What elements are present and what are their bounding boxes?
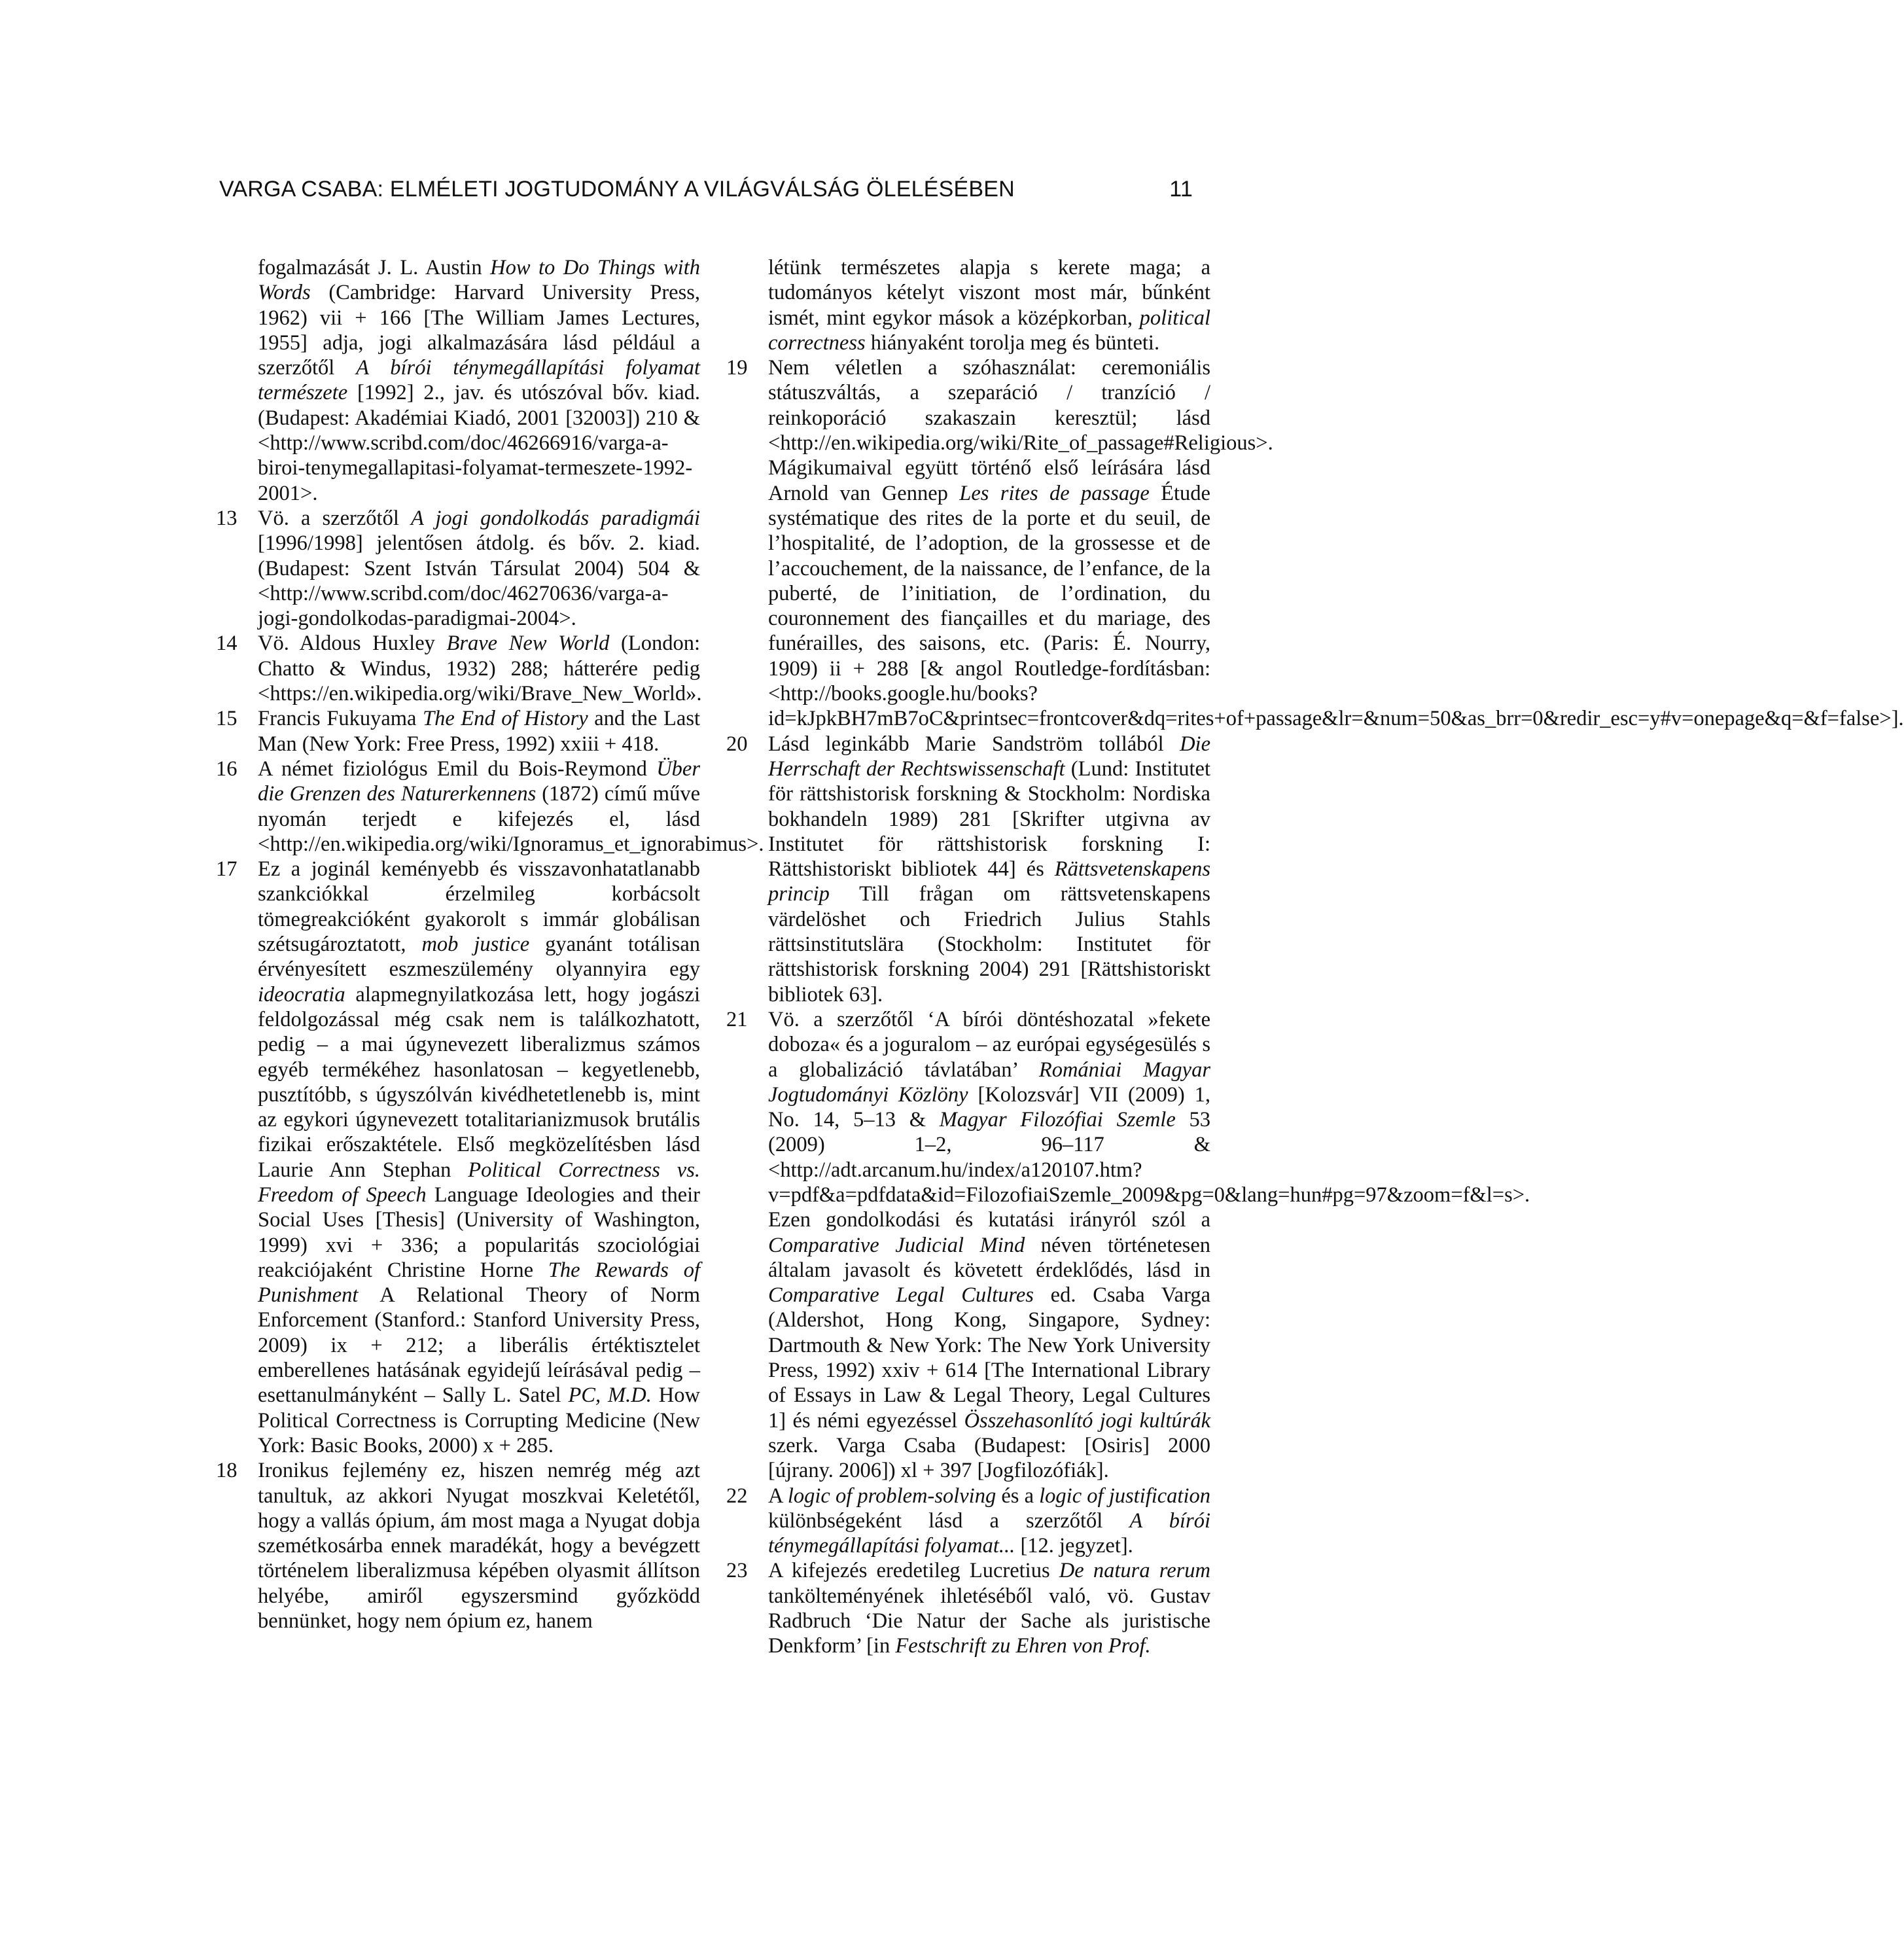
footnote-number: 18 bbox=[216, 1459, 238, 1483]
footnote-list-right bbox=[726, 355, 1904, 1658]
footnote-number: 19 bbox=[726, 356, 748, 380]
footnote-text: Ironikus fejlemény ez, hiszen nemrég még azt tanultuk, az akkori Nyugat moszkvai Keletétől, hogy a vallás ópium, ám most maga a Nyugat dobja szemétkosárba ennek maradékát, hogy a bevégzett történelem liberalizmusa képében olyasmit állítson helyébe, amiről egyszersmind győzködd bennünket, hogy nem ópium ez, hanem bbox=[258, 1459, 700, 1633]
footnote-13 bbox=[216, 506, 700, 631]
running-title: VARGA CSABA: ELMÉLETI JOGTUDOMÁNY A VILÁGVÁLSÁG ÖLELÉSÉBEN bbox=[219, 177, 1015, 202]
footnote-text: Vö. Aldous Huxley Brave New World (London: Chatto & Windus, 1932) 288; hátterére pedig <https://en.wikipedia.org/wiki/Brave_New_World». bbox=[258, 632, 702, 706]
footnote-text: A logic of problem-solving és a logic of justification különbségeként lásd a szerzőtől A bírói ténymegállapítási folyamat... [12. jegyzet]. bbox=[768, 1484, 1210, 1558]
footnote-text: létünk természetes alapja s kerete maga; a tudományos kételyt viszont most már, bűnként ismét, mint egykor mások a középkorban, political correctness hiányaként torolja meg és bünteti. bbox=[768, 256, 1210, 355]
footnote-21 bbox=[726, 1007, 1530, 1484]
footnote-text: A német fiziológus Emil du Bois-Reymond Über die Grenzen des Naturerkennens (1872) című műve nyomán terjedt e kifejezés el, lásd <http://en.wikipedia.org/wiki/Ignoramus_et_ignorabimus>. bbox=[258, 757, 764, 856]
footnote-number: 13 bbox=[216, 506, 238, 530]
footnote-text: fogalmazását J. L. Austin How to Do Things with Words (Cambridge: Harvard University Press, 1962) vii + 166 [The William James Lectures, 1955] adja, jogi alkalmazására lásd például a szerzőtől A bírói ténymegállapítási folyamat természete [1992] 2., jav. és utószóval bőv. kiad. (Budapest: Akadémiai Kiadó, 2001 [32003]) 210 & <http://www.scribd.com/doc/46266916/varga-a-biroi-tenymegallapitasi-folyamat-termeszete-1992-2001>. bbox=[258, 256, 700, 505]
footnote-text: Vö. a szerzőtől ‘A bírói döntéshozatal »fekete doboza« és a joguralom – az európai egységesülés s a globalizáció távlatában’ Romániai Magyar Jogtudományi Közlöny [Kolozsvár] VII (2009) 1, No. 14, 5–13 & Magyar Filozófiai Szemle 53 (2009) 1–2, 96–117 & <http://adt.arcanum.hu/index/a120107.htm?v=pdf&a=pdfdata&id=FilozofiaiSzemle_2009&pg=0&lang=hun#pg=97&zoom=f&l=s>. Ezen gondolkodási és kutatási irányról szól a Comparative Judicial Mind néven történetesen általam javasolt és követett érdeklődés, lásd in Comparative Legal Cultures ed. Csaba Varga (Aldershot, Hong Kong, Singapore, Sydney: Dartmouth & New York: The New York University Press, 1992) xxiv + 614 [The International Library of Essays in Law & Legal Theory, Legal Cultures 1] és némi egyezéssel Összehasonlító jogi kultúrák szerk. Varga Csaba (Budapest: [Osiris] 2000 [újrany. 2006]) xl + 397 [Jogfilozófiák]. bbox=[768, 1007, 1530, 1483]
footnote-17 bbox=[216, 857, 700, 1458]
footnote-number: 17 bbox=[216, 857, 238, 882]
footnote-20 bbox=[726, 732, 1210, 1007]
footnote-continuation bbox=[216, 255, 700, 506]
footnote-number: 15 bbox=[216, 707, 238, 731]
footnote-number: 22 bbox=[726, 1484, 748, 1508]
footnote-18 bbox=[216, 1458, 700, 1633]
footnote-number: 20 bbox=[726, 732, 748, 756]
running-header bbox=[219, 177, 1193, 202]
footnote-text: A kifejezés eredetileg Lucretius De natura rerum tankölteményének ihletéséből való, vö. Gustav Radbruch ‘Die Natur der Sache als juristische Denkform’ [in Festschrift zu Ehren von Prof. bbox=[768, 1559, 1210, 1658]
footnote-23 bbox=[726, 1558, 1210, 1658]
footnote-19 bbox=[726, 355, 1904, 731]
footnote-number: 14 bbox=[216, 632, 238, 656]
footnotes-right-column bbox=[726, 255, 1904, 1659]
footnote-22 bbox=[726, 1484, 1210, 1559]
footnote-text: Nem véletlen a szóhasználat: ceremoniális státuszváltás, a szeparáció / tranzíció / reinkoporáció szakaszain keresztül; lásd <http://en.wikipedia.org/wiki/Rite_of_passage#Religious>. Mágikumaival együtt történő első leírására lásd Arnold van Gennep Les rites de passage Étude systématique des rites de la porte et du seuil, de l’hospitalité, de l’adoption, de la grossesse et de l’accouchement, de la naissance, de l’enfance, de la puberté, de l’initiation, de l’ordination, du couronnement des fiançailles et du mariage, des funérailles, des saisons, etc. (Paris: É. Nourry, 1909) ii + 288 [& angol Routledge-fordításban: <http://books.google.hu/books?id=kJpkBH7mB7oC&printsec=frontcover&dq=rites+of+passage&lr=&num=50&as_brr=0&redir_esc=y#v=onepage&q=&f=false>]. bbox=[768, 356, 1904, 731]
footnote-16 bbox=[216, 757, 764, 857]
footnote-15 bbox=[216, 706, 700, 757]
footnote-14 bbox=[216, 631, 700, 706]
footnote-text: Lásd leginkább Marie Sandström tollából Die Herrschaft der Rechtswissenschaft (Lund: Institutet för rättshistorisk forskning & Stockholm: Nordiska bokhandeln 1989) 281 [Skrifter utgivna av Institutet för rättshistorisk forskning I: Rättshistoriskt bibliotek 44] és Rättsvetenskapens princip Till frågan om rättsvetenskapens värdelöshet och Friedrich Julius Stahls rättsinstitutslära (Stockholm: Institutet för rättshistorisk forskning 2004) 291 [Rättshistoriskt bibliotek 63]. bbox=[768, 732, 1210, 1007]
footnote-text: Francis Fukuyama The End of History and the Last Man (New York: Free Press, 1992) xxiii + 418. bbox=[258, 707, 700, 756]
footnote-text: Vö. a szerzőtől A jogi gondolkodás paradigmái [1996/1998] jelentősen átdolg. és bőv. 2. kiad. (Budapest: Szent István Társulat 2004) 504 & <http://www.scribd.com/doc/46270636/varga-a-jogi-gondolkodas-paradigmai-2004>. bbox=[258, 506, 700, 631]
page-number: 11 bbox=[1169, 177, 1193, 202]
footnote-number: 21 bbox=[726, 1007, 748, 1031]
footnote-text: Ez a joginál keményebb és visszavonhatatlanabb szankciókkal érzelmileg korbácsolt tömegreakcióként gyakorolt s immár globálisan szétsugároztatott, mob justice gyanánt totálisan érvényesített eszmeszülemény olyannyira egy ideocratia alapmegnyilatkozása lett, hogy jogászi feldolgozással még csak nem is találkozhatott, pedig – a mai úgynevezett liberalizmus számos egyéb termékéhez hasonlatosan – kegyetlenebb, pusztítóbb, s úgyszólván kivédhetetlenebb is, mint az egykori úgynevezett totalitarianizmusok brutális fizikai erőszaktétele. Első megközelítésben lásd Laurie Ann Stephan Political Correctness vs. Freedom of Speech Language Ideologies and their Social Uses [Thesis] (University of Washington, 1999) xvi + 336; a popularitás szociológiai reakciójaként Christine Horne The Rewards of Punishment A Relational Theory of Norm Enforcement (Stanford.: Stanford University Press, 2009) ix + 212; a liberális értéktisztelet emberellenes hatásának egyidejű leírásával pedig – esettanulmányként – Sally L. Satel PC, M.D. How Political Correctness is Corrupting Medicine (New York: Basic Books, 2000) x + 285. bbox=[258, 857, 701, 1457]
footnote-continuation bbox=[726, 255, 1210, 355]
footnote-number: 16 bbox=[216, 757, 238, 781]
footnote-number: 23 bbox=[726, 1559, 748, 1583]
